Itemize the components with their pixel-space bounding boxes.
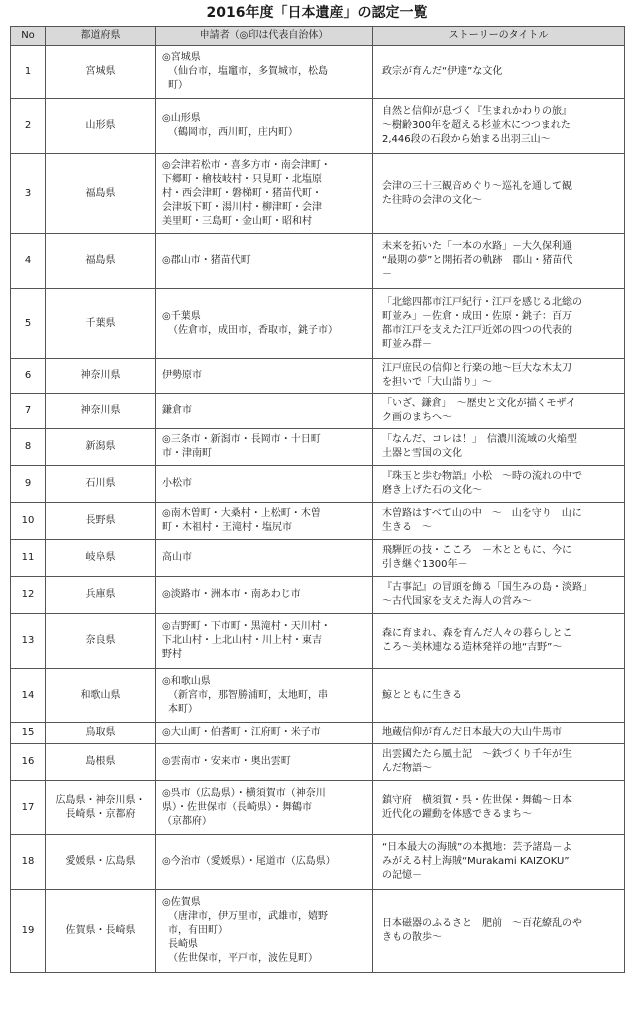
story-title-line: 「北総四都市江戸紀行・江戸を感じる北総の xyxy=(382,296,582,308)
cell-applicant xyxy=(156,429,373,466)
table-row xyxy=(11,744,625,781)
table-row xyxy=(11,394,625,429)
prefecture-line: 山形県 xyxy=(85,120,116,131)
cell-no: 6 xyxy=(11,359,46,394)
applicant-line: ◎三条市・新潟市・長岡市・十日町 xyxy=(162,434,321,445)
story-title-line: 飛騨匠の技・こころ －木とともに、今に xyxy=(382,545,572,556)
cell-story-title xyxy=(373,234,625,289)
cell-prefecture xyxy=(46,359,156,394)
cell-applicant xyxy=(156,669,373,723)
story-title-line: 生きる ～ xyxy=(382,522,432,533)
story-title-line: ころ～美林連なる造林発祥の地“吉野”～ xyxy=(382,642,563,653)
cell-prefecture xyxy=(46,835,156,890)
table-row xyxy=(11,99,625,154)
prefecture-line: 佐賀県・長崎県 xyxy=(65,925,136,936)
table-row xyxy=(11,46,625,99)
story-title-line: 町並み群－ xyxy=(382,338,432,350)
header-applicant: 申請者（◎印は代表自治体） xyxy=(156,27,373,46)
cell-no: 7 xyxy=(11,394,46,429)
story-title-line: 「いざ、鎌倉」 ～歴史と文化が描くモザイ xyxy=(382,398,576,409)
applicant-line: （佐倉市，成田市，香取市，銚子市） xyxy=(168,324,338,336)
story-title-line: 江戸庶民の信仰と行楽の地～巨大な木太刀 xyxy=(382,363,572,374)
prefecture-line: 岐阜県 xyxy=(85,552,116,563)
cell-applicant xyxy=(156,394,373,429)
applicant-line: 下郷町・檜枝岐村・只見町・北塩原 xyxy=(162,173,322,185)
prefecture-line: 石川県 xyxy=(85,478,116,489)
cell-story-title xyxy=(373,394,625,429)
cell-no: 19 xyxy=(11,890,46,973)
cell-story-title xyxy=(373,669,625,723)
prefecture-line: 新潟県 xyxy=(85,441,116,452)
cell-applicant xyxy=(156,359,373,394)
cell-applicant xyxy=(156,154,373,234)
story-title-line: 政宗が育んだ“伊達”な文化 xyxy=(382,66,503,77)
story-title-line: 土器と雪国の文化 xyxy=(382,448,462,459)
table-row xyxy=(11,429,625,466)
applicant-line: ◎郡山市・猪苗代町 xyxy=(162,255,251,266)
cell-story-title xyxy=(373,835,625,890)
prefecture-line: 神奈川県 xyxy=(80,370,121,381)
cell-applicant xyxy=(156,289,373,359)
table-row xyxy=(11,669,625,723)
table-row xyxy=(11,289,625,359)
heritage-table xyxy=(10,26,625,973)
story-title-line: 日本磁器のふるさと 肥前 ～百花繚乱のや xyxy=(382,918,582,929)
prefecture-line: 和歌山県 xyxy=(80,689,121,701)
cell-no: 9 xyxy=(11,466,46,503)
cell-prefecture xyxy=(46,99,156,154)
table-row xyxy=(11,835,625,890)
cell-no: 13 xyxy=(11,614,46,669)
cell-no: 10 xyxy=(11,503,46,540)
table-row xyxy=(11,781,625,835)
table-row xyxy=(11,614,625,669)
cell-applicant xyxy=(156,46,373,99)
cell-no: 16 xyxy=(11,744,46,781)
story-title-line: きもの散歩～ xyxy=(382,932,442,943)
applicant-line: 村・西会津町・磐梯町・猪苗代町・ xyxy=(162,187,322,199)
applicant-line: ◎雲南市・安来市・奥出雲町 xyxy=(162,756,291,767)
cell-story-title xyxy=(373,614,625,669)
prefecture-line: 兵庫県 xyxy=(85,589,116,600)
story-title-line: 2,446段の石段から始まる出羽三山～ xyxy=(382,134,551,145)
cell-story-title xyxy=(373,577,625,614)
applicant-line: 野村 xyxy=(162,649,182,660)
cell-no: 2 xyxy=(11,99,46,154)
applicant-line: （鶴岡市，西川町，庄内町） xyxy=(168,127,298,138)
applicant-line: ◎和歌山県 xyxy=(162,675,211,687)
table-row xyxy=(11,234,625,289)
cell-prefecture xyxy=(46,614,156,669)
cell-story-title xyxy=(373,890,625,973)
cell-no: 17 xyxy=(11,781,46,835)
cell-no: 1 xyxy=(11,46,46,99)
cell-prefecture xyxy=(46,429,156,466)
cell-prefecture xyxy=(46,540,156,577)
story-title-line: 地蔵信仰が育んだ日本最大の大山牛馬市 xyxy=(382,727,562,738)
applicant-line: 本町） xyxy=(168,703,198,715)
applicant-line: 町） xyxy=(168,80,188,91)
cell-applicant xyxy=(156,466,373,503)
cell-prefecture xyxy=(46,466,156,503)
applicant-line: ◎呉市（広島県）・横須賀市（神奈川 xyxy=(162,787,326,799)
prefecture-line: 奈良県 xyxy=(85,635,116,646)
applicant-line: 市，有田町） xyxy=(168,925,228,936)
story-title-line: “最期の夢”と開拓者の軌跡 郡山・猪苗代 xyxy=(382,255,573,266)
cell-story-title xyxy=(373,503,625,540)
applicant-line: 下北山村・上北山村・川上村・東吉 xyxy=(162,635,322,646)
story-title-line: 森に育まれ、森を育んだ人々の暮らしとこ xyxy=(382,628,573,639)
applicant-line: 会津坂下町・湯川村・柳津町・会津 xyxy=(162,201,322,213)
applicant-line: 鎌倉市 xyxy=(162,405,192,416)
applicant-line: （新宮市，那智勝浦町，太地町，串 xyxy=(168,689,328,701)
cell-applicant xyxy=(156,503,373,540)
prefecture-line: 広島県・神奈川県・ xyxy=(55,794,146,806)
applicant-line: ◎佐賀県 xyxy=(162,897,201,908)
cell-story-title xyxy=(373,154,625,234)
cell-no: 18 xyxy=(11,835,46,890)
cell-applicant xyxy=(156,781,373,835)
cell-prefecture xyxy=(46,669,156,723)
cell-no: 14 xyxy=(11,669,46,723)
cell-no: 12 xyxy=(11,577,46,614)
applicant-line: 長崎県 xyxy=(168,939,198,950)
story-title-line: 木曽路はすべて山の中 ～ 山を守り 山に xyxy=(382,508,582,519)
cell-story-title xyxy=(373,429,625,466)
cell-story-title xyxy=(373,99,625,154)
applicant-line: ◎千葉県 xyxy=(162,310,201,322)
applicant-line: 伊勢原市 xyxy=(162,370,202,381)
cell-story-title xyxy=(373,466,625,503)
applicant-line: ◎淡路市・洲本市・南あわじ市 xyxy=(162,589,301,600)
header-no: No xyxy=(11,27,46,46)
story-title-line: ～古代国家を支えた海人の営み～ xyxy=(382,596,532,607)
story-title-line: 都市江戸を支えた江戸近郊の四つの代表的 xyxy=(382,324,572,336)
cell-no: 8 xyxy=(11,429,46,466)
cell-prefecture xyxy=(46,234,156,289)
prefecture-line: 長野県 xyxy=(85,515,116,526)
cell-applicant xyxy=(156,577,373,614)
cell-applicant xyxy=(156,99,373,154)
cell-story-title xyxy=(373,781,625,835)
cell-prefecture xyxy=(46,890,156,973)
story-title-line: 「なんだ、コレは！」 信濃川流域の火焔型 xyxy=(382,434,577,445)
prefecture-line: 神奈川県 xyxy=(80,405,121,416)
prefecture-line: 福島県 xyxy=(85,255,116,266)
prefecture-line: 千葉県 xyxy=(85,317,116,329)
cell-prefecture xyxy=(46,289,156,359)
cell-prefecture xyxy=(46,46,156,99)
cell-story-title xyxy=(373,540,625,577)
table-row xyxy=(11,154,625,234)
story-title-line: 『珠玉と歩む物語』小松 ～時の流れの中で xyxy=(382,471,582,482)
story-title-line: ～樹齢300年を超える杉並木につつまれた xyxy=(382,120,571,131)
applicant-line: 市・津南町 xyxy=(162,448,212,459)
cell-story-title xyxy=(373,359,625,394)
cell-story-title xyxy=(373,289,625,359)
cell-applicant xyxy=(156,744,373,781)
cell-applicant xyxy=(156,540,373,577)
story-title-line: んだ物語～ xyxy=(382,763,432,774)
applicant-line: 町・木祖村・王滝村・塩尻市 xyxy=(162,522,292,533)
cell-prefecture xyxy=(46,577,156,614)
prefecture-line: 愛媛県・広島県 xyxy=(65,856,136,867)
table-row xyxy=(11,540,625,577)
header-story-title: ストーリーのタイトル xyxy=(373,27,625,46)
story-title-line: 鎮守府 横須賀・呉・佐世保・舞鶴～日本 xyxy=(382,794,572,806)
prefecture-line: 長崎県・京都府 xyxy=(65,808,136,820)
applicant-line: ◎宮城県 xyxy=(162,52,201,63)
cell-story-title xyxy=(373,744,625,781)
table-row xyxy=(11,503,625,540)
cell-applicant xyxy=(156,723,373,744)
cell-prefecture xyxy=(46,744,156,781)
story-title-line: 自然と信仰が息づく『生まれかわりの旅』 xyxy=(382,106,572,117)
story-title-line: 引き継ぐ1300年－ xyxy=(382,559,468,570)
applicant-line: ◎会津若松市・喜多方市・南会津町・ xyxy=(162,159,331,171)
cell-no: 4 xyxy=(11,234,46,289)
story-title-line: た往時の会津の文化～ xyxy=(382,194,482,206)
cell-prefecture xyxy=(46,394,156,429)
story-title-line: 出雲國たたら風土記 ～鉄づくり千年が生 xyxy=(382,749,572,760)
applicant-line: （佐世保市，平戸市，波佐見町） xyxy=(168,953,318,964)
story-title-line: － xyxy=(382,269,392,280)
applicant-line: ◎吉野町・下市町・黒滝村・天川村・ xyxy=(162,621,331,632)
table-row xyxy=(11,890,625,973)
table-row xyxy=(11,466,625,503)
cell-no: 5 xyxy=(11,289,46,359)
story-title-line: 町並み」－佐倉・成田・佐原・銚子：百万 xyxy=(382,310,572,322)
story-title-line: 磨き上げた石の文化～ xyxy=(382,485,482,496)
page-title: 2016年度「日本遺産」の認定一覧 xyxy=(206,5,428,21)
applicant-line: ◎今治市（愛媛県）・尾道市（広島県） xyxy=(162,856,336,867)
table-row xyxy=(11,577,625,614)
cell-no: 15 xyxy=(11,723,46,744)
story-title-line: 未来を拓いた「一本の水路」－大久保利通 xyxy=(382,241,572,252)
story-title-line: ク画のまちへ～ xyxy=(382,412,452,423)
story-title-line: 近代化の躍動を体感できるまち～ xyxy=(382,808,532,820)
table-row xyxy=(11,359,625,394)
applicant-line: （京都府） xyxy=(162,815,212,827)
prefecture-line: 島根県 xyxy=(85,756,116,767)
story-title-line: 会津の三十三観音めぐり～巡礼を通して観 xyxy=(382,180,572,192)
prefecture-line: 福島県 xyxy=(85,187,116,199)
cell-prefecture xyxy=(46,723,156,744)
applicant-line: ◎大山町・伯耆町・江府町・米子市 xyxy=(162,727,321,738)
cell-applicant xyxy=(156,614,373,669)
cell-prefecture xyxy=(46,781,156,835)
header-prefecture: 都道府県 xyxy=(46,27,156,46)
applicant-line: 高山市 xyxy=(162,552,192,563)
prefecture-line: 鳥取県 xyxy=(85,727,116,738)
cell-prefecture xyxy=(46,154,156,234)
cell-prefecture xyxy=(46,503,156,540)
story-title-line: “日本最大の海賊”の本拠地：芸予諸島－よ xyxy=(382,842,573,853)
table-row xyxy=(11,723,625,744)
story-title-line: を担いで「大山詣り」～ xyxy=(382,377,492,388)
applicant-line: 小松市 xyxy=(162,478,192,489)
cell-applicant xyxy=(156,234,373,289)
cell-story-title xyxy=(373,723,625,744)
applicant-line: （唐津市，伊万里市，武雄市，嬉野 xyxy=(168,911,328,922)
story-title-line: みがえる村上海賊“Murakami KAIZOKU” xyxy=(382,856,570,867)
applicant-line: （仙台市，塩竈市，多賀城市，松島 xyxy=(168,66,328,77)
prefecture-line: 宮城県 xyxy=(85,66,116,77)
cell-no: 3 xyxy=(11,154,46,234)
applicant-line: 美里町・三島町・金山町・昭和村 xyxy=(162,215,312,227)
table-header-row xyxy=(11,27,625,46)
applicant-line: 県）・佐世保市（長崎県）・舞鶴市 xyxy=(162,801,312,813)
story-title-line: 鯨とともに生きる xyxy=(382,689,462,701)
cell-no: 11 xyxy=(11,540,46,577)
cell-applicant xyxy=(156,890,373,973)
story-title-line: 『古事記』の冒頭を飾る「国生みの島・淡路」 xyxy=(382,582,592,593)
applicant-line: ◎南木曽町・大桑村・上松町・木曽 xyxy=(162,508,321,519)
cell-story-title xyxy=(373,46,625,99)
story-title-line: の記憶－ xyxy=(382,870,422,881)
applicant-line: ◎山形県 xyxy=(162,113,201,124)
cell-applicant xyxy=(156,835,373,890)
